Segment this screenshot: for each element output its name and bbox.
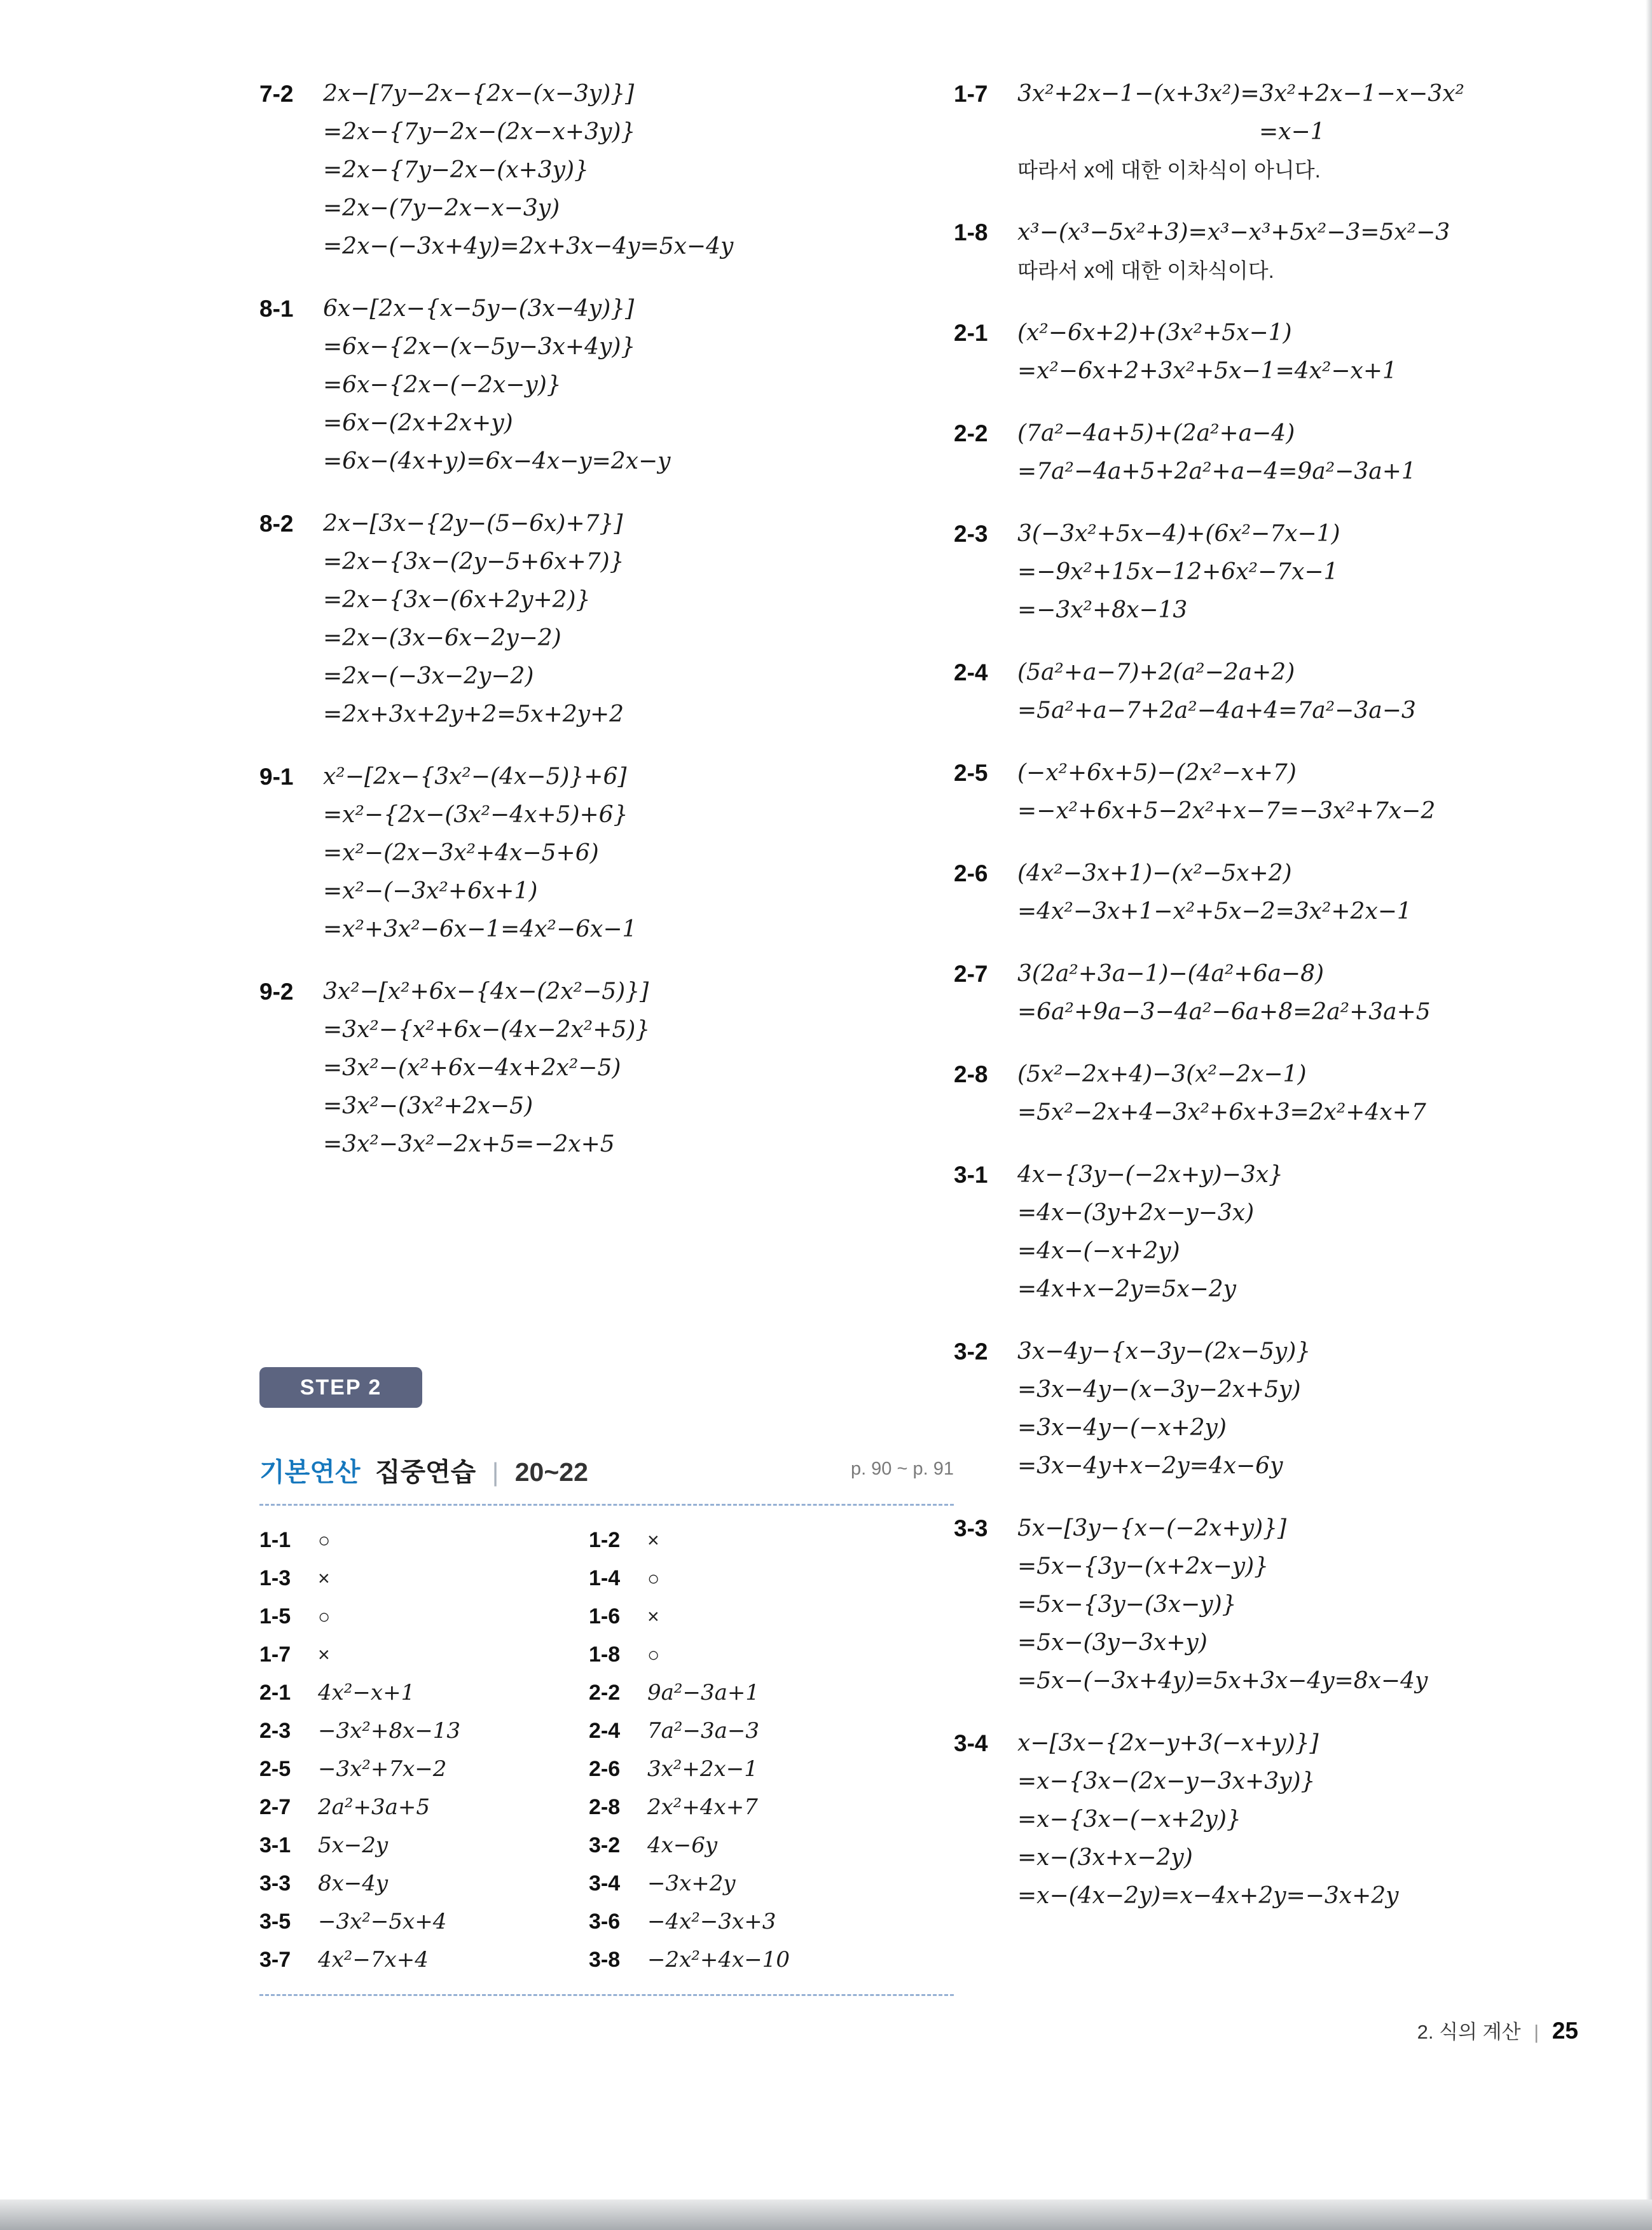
answer-label: 2-2 <box>589 1680 621 1705</box>
solution-line: =x−{3x−(2x−y−3x+3y)} <box>1017 1768 1316 1794</box>
solution-line: =x−{3x−(−x+2y)} <box>1017 1807 1241 1833</box>
solution-block-2-8 <box>954 1056 1641 1132</box>
solution-line: =5x−{3y−(x+2x−y)} <box>1017 1553 1269 1580</box>
solution-lines <box>1017 855 1641 931</box>
footer-page-number: 25 <box>1552 2018 1578 2044</box>
answer-value: ○ <box>318 1528 331 1552</box>
problem-label: 3-4 <box>954 1730 988 1756</box>
footer-chapter-title: 2. 식의 계산 <box>1417 2021 1521 2043</box>
answer-value: 8x−4y <box>318 1871 389 1896</box>
solution-block-1-8 <box>954 214 1641 290</box>
answer-value: 4x−6y <box>647 1833 718 1858</box>
page-edge-right <box>1646 0 1652 2230</box>
solution-line: 3(2a²+3a−1)−(4a²+6a−8) <box>1017 961 1325 987</box>
section-header <box>259 1451 954 1506</box>
answer-value: × <box>647 1604 659 1628</box>
solution-lines <box>1017 955 1641 1031</box>
solution-line: =3x²−3x²−2x+5=−2x+5 <box>323 1131 615 1157</box>
answer-label: 3-1 <box>259 1833 291 1857</box>
answer-label: 1-5 <box>259 1604 291 1628</box>
answer-label: 3-4 <box>589 1871 621 1896</box>
problem-label: 2-7 <box>954 961 988 987</box>
problem-label: 7-2 <box>259 81 294 107</box>
solution-block-2-3 <box>954 515 1641 630</box>
solution-line: x³−(x³−5x²+3)=x³−x³+5x²−3=5x²−3 <box>1017 219 1450 245</box>
footer-divider: | <box>1534 2021 1539 2043</box>
solution-block-2-1 <box>954 314 1641 390</box>
solution-lines <box>323 290 946 481</box>
solution-line: =−x²+6x+5−2x²+x−7=−3x²+7x−2 <box>1017 798 1436 824</box>
solution-block-3-3 <box>954 1510 1641 1700</box>
solution-block-2-5 <box>954 754 1641 830</box>
answer-label: 1-1 <box>259 1527 291 1552</box>
answer-value: × <box>318 1642 330 1666</box>
answer-label: 3-2 <box>589 1833 621 1857</box>
solution-block-2-4 <box>954 654 1641 730</box>
answer-value: 5x−2y <box>318 1833 389 1858</box>
answer-value: 4x²−7x+4 <box>318 1947 429 1972</box>
solution-line: =4x+x−2y=5x−2y <box>1017 1276 1237 1302</box>
solution-block-7-2 <box>259 75 946 266</box>
problem-label: 2-4 <box>954 659 988 685</box>
solution-lines <box>323 75 946 266</box>
solution-block-3-1 <box>954 1156 1641 1309</box>
answer-row <box>259 1826 954 1864</box>
solution-line: x−[3x−{2x−y+3(−x+y)}] <box>1017 1730 1319 1756</box>
answer-value: ○ <box>647 1566 660 1590</box>
answer-value: ○ <box>318 1604 331 1628</box>
answer-label: 1-2 <box>589 1527 621 1552</box>
section-title-highlight: 기본연산 <box>259 1457 361 1487</box>
solution-line: 5x−[3y−{x−(−2x+y)}] <box>1017 1515 1287 1541</box>
solution-line: =5a²+a−7+2a²−4a+4=7a²−3a−3 <box>1017 698 1416 724</box>
section-title-divider: | <box>492 1457 499 1487</box>
solution-line: =3x−4y−(x−3y−2x+5y) <box>1017 1377 1301 1403</box>
solution-lines <box>1017 1056 1641 1132</box>
solution-line: (−x²+6x+5)−(2x²−x+7) <box>1017 760 1297 786</box>
solution-line: =2x−{7y−2x−(x+3y)} <box>323 157 589 183</box>
solution-line: =3x−4y+x−2y=4x−6y <box>1017 1453 1283 1479</box>
solution-lines <box>323 973 946 1164</box>
solution-lines <box>1017 515 1641 630</box>
solution-lines <box>1017 214 1641 290</box>
solution-block-1-7 <box>954 75 1641 189</box>
solution-line: =3x²−(x²+6x−4x+2x²−5) <box>323 1055 621 1081</box>
page-footer <box>1417 2016 1578 2044</box>
solution-block-9-2 <box>259 973 946 1164</box>
answer-value: 7a²−3a−3 <box>647 1718 760 1744</box>
solution-line: x²−[2x−{3x²−(4x−5)}+6] <box>323 764 627 790</box>
answers-rows <box>259 1521 954 1979</box>
problem-label: 2-1 <box>954 320 988 346</box>
solution-line: 3x−4y−{x−3y−(2x−5y)} <box>1017 1339 1311 1365</box>
section-page-ref: p. 90 ~ p. 91 <box>850 1459 954 1479</box>
solution-line: 3x²−[x²+6x−{4x−(2x²−5)}] <box>323 979 649 1005</box>
problem-label: 2-6 <box>954 860 988 886</box>
solution-line: =−9x²+15x−12+6x²−7x−1 <box>1017 559 1339 585</box>
solution-line: 3x²+2x−1−(x+3x²)=3x²+2x−1−x−3x² <box>1017 81 1464 107</box>
page-edge-bottom <box>0 2199 1652 2230</box>
solution-line: =6x−{2x−(−2x−y)} <box>323 372 561 398</box>
solution-line: =2x+3x+2y+2=5x+2y+2 <box>323 701 624 727</box>
solution-line: =3x²−(3x²+2x−5) <box>323 1093 533 1119</box>
solution-lines <box>1017 75 1641 189</box>
solution-line: (4x²−3x+1)−(x²−5x+2) <box>1017 860 1292 886</box>
answer-value: −3x²+8x−13 <box>318 1718 460 1744</box>
solution-line: =2x−{3x−(2y−5+6x+7)} <box>323 549 624 575</box>
solution-line: =4x²−3x+1−x²+5x−2=3x²+2x−1 <box>1017 898 1412 925</box>
solution-line: =6x−{2x−(x−5y−3x+4y)} <box>323 334 636 360</box>
answer-label: 2-5 <box>259 1756 291 1781</box>
answer-label: 2-6 <box>589 1756 621 1781</box>
solution-line: =6a²+9a−3−4a²−6a+8=2a²+3a+5 <box>1017 999 1431 1025</box>
solution-line: =4x−(−x+2y) <box>1017 1238 1180 1264</box>
solution-line: =5x−(3y−3x+y) <box>1017 1630 1208 1656</box>
solution-line: =3x−4y−(−x+2y) <box>1017 1415 1227 1441</box>
answer-row <box>259 1788 954 1826</box>
solutions-column-left <box>259 75 946 1188</box>
answer-label: 2-3 <box>259 1718 291 1743</box>
answer-value: −3x²−5x+4 <box>318 1909 447 1934</box>
problem-label: 1-8 <box>954 219 988 245</box>
answer-value: −3x+2y <box>647 1871 736 1896</box>
solution-lines <box>323 758 946 949</box>
problem-label: 9-1 <box>259 764 294 790</box>
solution-line: =5x−{3y−(3x−y)} <box>1017 1592 1237 1618</box>
answer-label: 1-8 <box>589 1642 621 1667</box>
answer-label: 2-4 <box>589 1718 621 1743</box>
answer-label: 3-8 <box>589 1947 621 1972</box>
solution-lines <box>1017 1333 1641 1485</box>
solution-line: =4x−(3y+2x−y−3x) <box>1017 1200 1255 1226</box>
solution-line: =7a²−4a+5+2a²+a−4=9a²−3a+1 <box>1017 458 1416 485</box>
answer-label: 3-6 <box>589 1909 621 1934</box>
problem-label: 8-2 <box>259 511 294 537</box>
solution-lines <box>1017 1156 1641 1309</box>
answer-label: 1-7 <box>259 1642 291 1667</box>
section-range: 20~22 <box>514 1457 588 1487</box>
problem-label: 2-8 <box>954 1061 988 1087</box>
solution-line: =−3x²+8x−13 <box>1017 597 1188 623</box>
solution-line: =6x−(2x+2x+y) <box>323 410 513 436</box>
answer-value: × <box>647 1528 659 1552</box>
answer-row <box>259 1941 954 1979</box>
problem-label: 2-5 <box>954 760 988 786</box>
answer-label: 1-6 <box>589 1604 621 1628</box>
solution-line: =x²−(2x−3x²+4x−5+6) <box>323 840 599 866</box>
answer-value: 3x²+2x−1 <box>647 1756 758 1782</box>
solution-line: 4x−{3y−(−2x+y)−3x} <box>1017 1162 1283 1188</box>
solution-line: =2x−(7y−2x−x−3y) <box>323 195 560 221</box>
answer-row <box>259 1521 954 1559</box>
answer-row <box>259 1635 954 1674</box>
solution-block-3-2 <box>954 1333 1641 1485</box>
answer-row <box>259 1903 954 1941</box>
solution-lines <box>1017 1724 1641 1915</box>
answer-value: 2x²+4x+7 <box>647 1794 758 1820</box>
answer-row <box>259 1864 954 1903</box>
solution-line: 따라서 x에 대한 이차식이 아니다. <box>1017 158 1321 182</box>
solution-lines <box>323 505 946 734</box>
answer-label: 2-1 <box>259 1680 291 1705</box>
step2-badge <box>259 1367 422 1408</box>
answer-value: −3x²+7x−2 <box>318 1756 447 1782</box>
answer-row <box>259 1597 954 1635</box>
solutions-column-right <box>954 75 1641 1939</box>
answer-label: 3-7 <box>259 1947 291 1972</box>
solution-line: =2x−{7y−2x−(2x−x+3y)} <box>323 119 636 145</box>
answer-value: 2a²+3a+5 <box>318 1794 430 1820</box>
solution-line: 2x−[7y−2x−{2x−(x−3y)}] <box>323 81 635 107</box>
answer-value: × <box>318 1566 330 1590</box>
solution-lines <box>1017 1510 1641 1700</box>
answer-label: 1-3 <box>259 1566 291 1590</box>
solution-line: =x−(4x−2y)=x−4x+2y=−3x+2y <box>1017 1883 1399 1909</box>
answer-value: −2x²+4x−10 <box>647 1947 790 1972</box>
solution-line: =3x²−{x²+6x−(4x−2x²+5)} <box>323 1017 650 1043</box>
answer-label: 3-5 <box>259 1909 291 1934</box>
solution-line: 따라서 x에 대한 이차식이다. <box>1017 259 1274 282</box>
step2-badge-label: STEP 2 <box>299 1375 382 1400</box>
solution-lines <box>1017 314 1641 390</box>
solution-block-3-4 <box>954 1724 1641 1915</box>
solution-block-8-1 <box>259 290 946 481</box>
answer-value: 4x²−x+1 <box>318 1680 415 1705</box>
section-title-rest: 집중연습 <box>375 1457 476 1487</box>
solution-line: =x²−6x+2+3x²+5x−1=4x²−x+1 <box>1017 358 1397 384</box>
answer-label: 2-7 <box>259 1794 291 1819</box>
solution-line: (5a²+a−7)+2(a²−2a+2) <box>1017 659 1295 685</box>
answer-label: 1-4 <box>589 1566 621 1590</box>
solution-line: =2x−(−3x−2y−2) <box>323 663 534 689</box>
answer-row <box>259 1750 954 1788</box>
solution-line: (7a²−4a+5)+(2a²+a−4) <box>1017 420 1295 446</box>
solution-line: (x²−6x+2)+(3x²+5x−1) <box>1017 320 1292 346</box>
problem-label: 9-2 <box>259 979 294 1005</box>
solution-line: 2x−[3x−{2y−(5−6x)+7}] <box>323 511 623 537</box>
answer-row <box>259 1559 954 1597</box>
solution-lines <box>1017 415 1641 491</box>
problem-label: 3-2 <box>954 1339 988 1365</box>
solution-line: 6x−[2x−{x−5y−(3x−4y)}] <box>323 296 635 322</box>
answer-value: −4x²−3x+3 <box>647 1909 776 1934</box>
solution-line: =x²+3x²−6x−1=4x²−6x−1 <box>323 916 637 942</box>
solution-block-2-2 <box>954 415 1641 491</box>
solution-lines <box>1017 654 1641 730</box>
solution-line: =5x²−2x+4−3x²+6x+3=2x²+4x+7 <box>1017 1099 1426 1125</box>
problem-label: 2-3 <box>954 521 988 547</box>
answer-value: 9a²−3a+1 <box>647 1680 760 1705</box>
solution-lines <box>1017 754 1641 830</box>
solution-block-2-6 <box>954 855 1641 931</box>
answer-value: ○ <box>647 1642 660 1666</box>
solution-line: =6x−(4x+y)=6x−4x−y=2x−y <box>323 448 671 474</box>
problem-label: 3-3 <box>954 1515 988 1541</box>
solution-line: =x²−{2x−(3x²−4x+5)+6} <box>323 802 628 828</box>
solution-line: =2x−{3x−(6x+2y+2)} <box>323 587 591 613</box>
solution-line: =x−1 <box>1259 119 1325 145</box>
solution-line: =2x−(−3x+4y)=2x+3x−4y=5x−4y <box>323 233 734 259</box>
solution-block-9-1 <box>259 758 946 949</box>
solution-block-2-7 <box>954 955 1641 1031</box>
solution-line: =2x−(3x−6x−2y−2) <box>323 625 561 651</box>
solution-block-8-2 <box>259 505 946 734</box>
solution-line: (5x²−2x+4)−3(x²−2x−1) <box>1017 1061 1307 1087</box>
answer-row <box>259 1674 954 1712</box>
answer-label: 3-3 <box>259 1871 291 1896</box>
problem-label: 2-2 <box>954 420 988 446</box>
problem-label: 1-7 <box>954 81 988 107</box>
answer-label: 2-8 <box>589 1794 621 1819</box>
problem-label: 8-1 <box>259 296 294 322</box>
solution-line: =5x−(−3x+4y)=5x+3x−4y=8x−4y <box>1017 1668 1428 1694</box>
solution-line: =x²−(−3x²+6x+1) <box>323 878 538 904</box>
solution-line: 3(−3x²+5x−4)+(6x²−7x−1) <box>1017 521 1340 547</box>
solution-line: =x−(3x+x−2y) <box>1017 1845 1193 1871</box>
answer-row <box>259 1712 954 1750</box>
answers-panel <box>259 1521 954 1996</box>
problem-label: 3-1 <box>954 1162 988 1188</box>
